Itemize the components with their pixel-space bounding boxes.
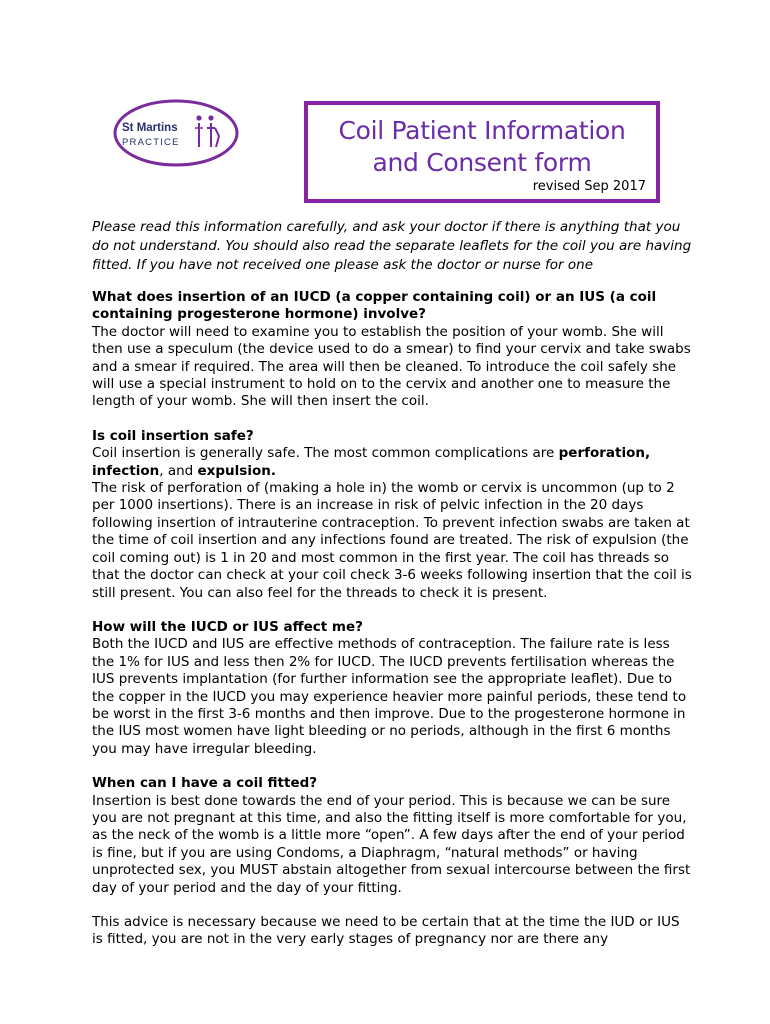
section-advice [92, 914, 692, 949]
people-icon [195, 115, 219, 147]
section-answer: The doctor will need to examine you to establish the position of your womb. She will then use a speculum (the device used to do a smear) to find your cervix and take swabs and a smear if required. The area will then be cleaned. To introduce the coil safely she will use a special instrument to hold on to the cervix and another one to measure the length of your womb. She will then insert the coil. [92, 323, 691, 410]
logo-line1: St Martins [122, 122, 178, 134]
section-question: How will the IUCD or IUS affect me? [92, 618, 363, 635]
intro-text: Please read this information carefully, and ask your doctor if there is anything that you do not understand. You should also read the separate leaflets for the coil you are having fitted. If you have not received one please ask the doctor or nurse for one [92, 219, 692, 273]
document-body [92, 289, 692, 949]
section-question: Is coil insertion safe? [92, 427, 254, 444]
title-line-2: and Consent form [372, 148, 592, 177]
practice-logo [112, 98, 240, 168]
section-effect [92, 619, 692, 758]
section-timing [92, 775, 692, 897]
section-answer-intro [92, 445, 692, 480]
term-perforation: perforation, [558, 445, 651, 462]
title-box [304, 101, 660, 203]
practice-logo-graphic [112, 98, 240, 168]
section-insertion [92, 289, 692, 411]
title-line-1: Coil Patient Information [338, 116, 626, 145]
term-expulsion: expulsion. [197, 462, 276, 479]
section-answer: Both the IUCD and IUS are effective methods of contraception. The failure rate is less the 1% for IUS and less then 2% for IUCD. The IUCD prevents fertilisation whereas the IUS prevents implantation (for further information see the appropriate leaflet). Due to the copper in the IUCD you may experience heavier more painful periods, these tend to be worst in the first 3-6 months and then improve. Due to the progesterone hormone in the IUS most women have light bleeding or no periods, although in the first 6 months you may have irregular bleeding. [92, 636, 687, 757]
advice-text: This advice is necessary because we need to be certain that at the time the IUD or IUS is fitted, you are not in the very early stages of pregnancy nor are there any [92, 914, 680, 948]
section-answer: Insertion is best done towards the end of your period. This is because we can be sure you are not pregnant at this time, and also the fitting itself is more comfortable for you, as the neck of the womb is a little more “open”. A few days after the end of your period is fine, but if you are using Condoms, a Diaphragm, “natural methods” or having unprotected sex, you MUST abstain altogether from sexual intercourse between the first day of your period and the day of your fitting. [92, 792, 691, 896]
logo-line2: PRACTICE [122, 137, 180, 148]
and-text: , and [159, 462, 198, 479]
answer-intro-text: Coil insertion is generally safe. The most common complications are [92, 445, 559, 462]
revision-date: revised Sep 2017 [532, 179, 646, 194]
section-question: When can I have a coil fitted? [92, 775, 318, 792]
section-question: What does insertion of an IUCD (a copper containing coil) or an IUS (a coil containing progesterone hormone) involve? [92, 289, 657, 323]
section-safety [92, 428, 692, 602]
term-infection: infection [92, 462, 160, 479]
section-answer: The risk of perforation of (making a hole in) the womb or cervix is uncommon (up to 2 per 1000 insertions). There is an increase in risk of pelvic infection in the 20 days following insertion of intrauterine contraception. To prevent infection swabs are taken at the time of coil insertion and any infections found are treated. The risk of expulsion (the coil coming out) is 1 in 20 and most common in the first year. The coil has threads so that the doctor can check at your coil check 3-6 weeks following insertion that the coil is still present. You can also feel for the threads to check it is present. [92, 480, 692, 601]
